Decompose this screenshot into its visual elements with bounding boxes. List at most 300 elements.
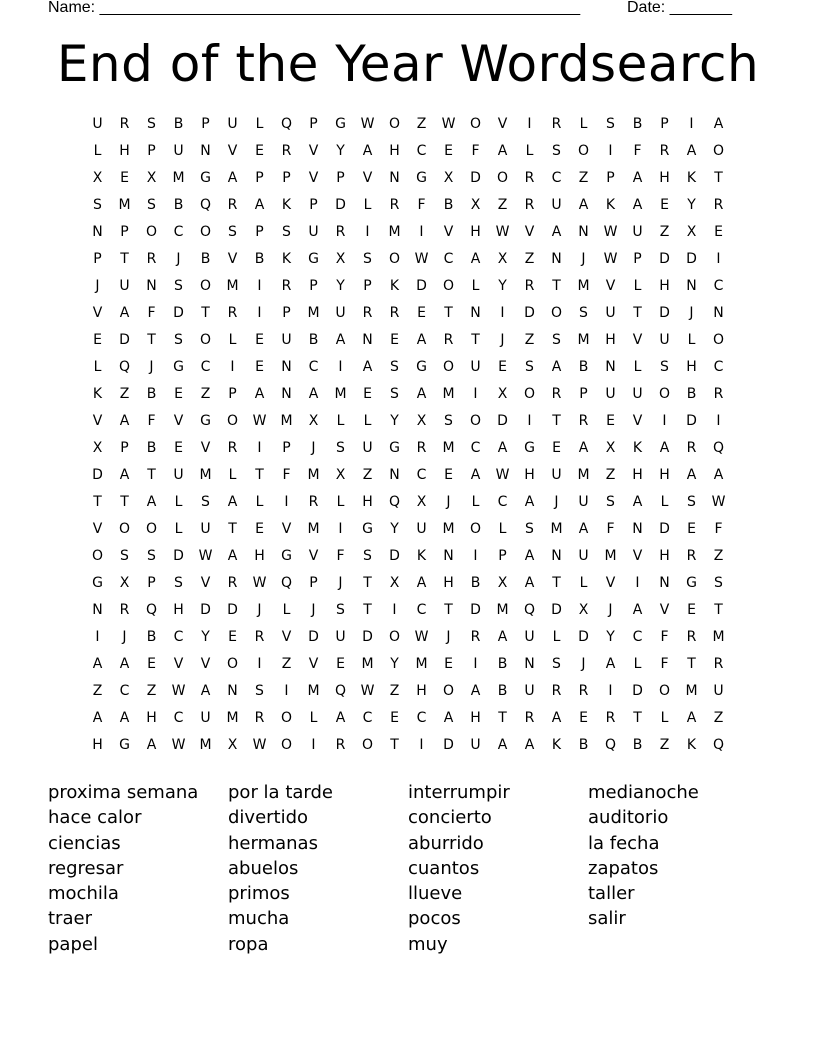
grid-cell: P	[309, 116, 318, 132]
grid-row	[84, 435, 732, 462]
grid-cell: A	[227, 170, 238, 186]
grid-cell: Q	[712, 737, 725, 753]
grid-cell: T	[147, 467, 156, 483]
grid-cell: J	[608, 602, 613, 618]
grid-cell: S	[147, 548, 156, 564]
grid-cell: E	[687, 602, 696, 618]
grid-cell: I	[95, 629, 100, 645]
grid-cell: A	[362, 143, 373, 159]
grid-cell: E	[147, 656, 156, 672]
grid-row	[84, 597, 732, 624]
grid-cell: S	[525, 521, 534, 537]
grid-cell: T	[444, 305, 453, 321]
grid-cell: V	[92, 413, 103, 429]
grid-cell: J	[176, 251, 181, 267]
grid-cell: A	[227, 494, 238, 510]
grid-cell: T	[120, 494, 129, 510]
grid-cell: K	[605, 197, 616, 213]
grid-cell: W	[414, 629, 429, 645]
grid-cell: A	[335, 332, 346, 348]
grid-cell: R	[524, 170, 535, 186]
grid-cell: J	[311, 440, 316, 456]
grid-cell: E	[390, 332, 399, 348]
grid-cell: N	[362, 332, 373, 348]
grid-cell: S	[93, 197, 102, 213]
grid-cell: U	[173, 143, 184, 159]
grid-cell: P	[147, 575, 156, 591]
grid-cell: R	[254, 710, 265, 726]
grid-cell: E	[363, 386, 372, 402]
grid-cell: A	[146, 737, 157, 753]
grid-cell: M	[496, 602, 509, 618]
grid-cell: F	[633, 143, 642, 159]
grid-row	[84, 381, 732, 408]
grid-cell: I	[500, 305, 505, 321]
grid-cell: P	[255, 224, 264, 240]
grid-cell: L	[309, 710, 318, 726]
grid-cell: N	[578, 224, 589, 240]
grid-cell: R	[227, 305, 238, 321]
grid-cell: O	[550, 305, 563, 321]
grid-cell: N	[200, 143, 211, 159]
grid-cell: C	[416, 467, 427, 483]
word-column	[588, 780, 768, 957]
grid-cell: J	[554, 494, 559, 510]
grid-cell: S	[228, 224, 237, 240]
grid-cell: D	[308, 629, 319, 645]
grid-cell: Y	[336, 143, 345, 159]
grid-cell: S	[174, 332, 183, 348]
grid-cell: X	[389, 575, 400, 591]
word-item: mochila	[48, 883, 119, 905]
grid-cell: N	[659, 575, 670, 591]
grid-cell: Q	[199, 197, 212, 213]
grid-cell: D	[470, 602, 481, 618]
grid-cell: D	[443, 737, 454, 753]
grid-cell: Q	[145, 602, 158, 618]
grid-cell: L	[336, 494, 345, 510]
grid-cell: O	[226, 656, 239, 672]
grid-cell: B	[578, 737, 589, 753]
grid-cell: I	[716, 251, 721, 267]
grid-cell: A	[524, 494, 535, 510]
grid-cell: M	[577, 278, 590, 294]
grid-row	[84, 354, 732, 381]
grid-cell: R	[227, 575, 238, 591]
grid-cell: N	[713, 305, 724, 321]
grid-cell: V	[308, 548, 319, 564]
grid-cell: U	[200, 710, 211, 726]
grid-cell: U	[92, 116, 103, 132]
grid-cell: Q	[604, 737, 617, 753]
grid-cell: J	[446, 629, 451, 645]
grid-cell: R	[254, 629, 265, 645]
grid-cell: S	[390, 386, 399, 402]
grid-cell: G	[416, 359, 427, 375]
grid-cell: O	[145, 521, 158, 537]
grid-cell: U	[173, 467, 184, 483]
grid-cell: D	[686, 251, 697, 267]
grid-cell: K	[632, 440, 643, 456]
grid-cell: R	[227, 197, 238, 213]
grid-cell: M	[388, 224, 401, 240]
word-item: muy	[408, 933, 448, 955]
grid-row	[84, 489, 732, 516]
grid-cell: N	[686, 278, 697, 294]
grid-cell: W	[441, 116, 456, 132]
grid-cell: A	[524, 548, 535, 564]
grid-cell: M	[712, 629, 725, 645]
grid-cell: U	[416, 521, 427, 537]
grid-cell: Y	[390, 521, 399, 537]
grid-cell: T	[363, 602, 372, 618]
grid-cell: H	[254, 548, 265, 564]
grid-cell: P	[660, 116, 669, 132]
grid-cell: V	[173, 413, 184, 429]
grid-cell: N	[443, 548, 454, 564]
grid-cell: T	[93, 494, 102, 510]
grid-cell: V	[632, 413, 643, 429]
word-item: hermanas	[228, 832, 318, 854]
grid-cell: Y	[498, 278, 507, 294]
grid-cell: F	[660, 656, 669, 672]
grid-cell: U	[119, 278, 130, 294]
grid-cell: I	[284, 683, 289, 699]
grid-cell: S	[579, 305, 588, 321]
grid-cell: I	[473, 656, 478, 672]
grid-cell: I	[473, 548, 478, 564]
grid-cell: S	[525, 359, 534, 375]
grid-cell: F	[147, 413, 156, 429]
grid-cell: A	[470, 683, 481, 699]
word-item: taller	[588, 883, 635, 905]
grid-cell: S	[174, 575, 183, 591]
grid-cell: M	[442, 440, 455, 456]
grid-cell: D	[173, 305, 184, 321]
grid-cell: E	[336, 656, 345, 672]
grid-row	[84, 624, 732, 651]
grid-cell: A	[632, 197, 643, 213]
grid-cell: U	[281, 332, 292, 348]
grid-cell: A	[524, 575, 535, 591]
grid-cell: O	[388, 251, 401, 267]
grid-cell: V	[281, 629, 292, 645]
grid-cell: T	[228, 521, 237, 537]
grid-cell: B	[497, 656, 508, 672]
grid-cell: U	[605, 386, 616, 402]
grid-cell: L	[552, 629, 561, 645]
grid-cell: T	[363, 575, 372, 591]
grid-cell: C	[173, 629, 184, 645]
grid-cell: C	[443, 251, 454, 267]
grid-cell: O	[712, 332, 725, 348]
grid-cell: C	[713, 359, 724, 375]
grid-cell: V	[281, 521, 292, 537]
grid-cell: U	[551, 197, 562, 213]
grid-cell: A	[497, 737, 508, 753]
grid-cell: O	[145, 224, 158, 240]
grid-cell: S	[336, 602, 345, 618]
grid-cell: A	[524, 737, 535, 753]
grid-cell: T	[687, 656, 696, 672]
grid-cell: A	[254, 386, 265, 402]
word-item: auditorio	[588, 807, 669, 829]
grid-cell: R	[713, 197, 724, 213]
grid-cell: O	[199, 332, 212, 348]
grid-cell: H	[92, 737, 103, 753]
grid-cell: M	[118, 197, 131, 213]
grid-cell: M	[307, 467, 320, 483]
grid-cell: U	[470, 737, 481, 753]
grid-cell: E	[174, 386, 183, 402]
grid-cell: C	[173, 710, 184, 726]
grid-cell: Z	[92, 683, 103, 699]
grid-cell: M	[334, 386, 347, 402]
grid-cell: V	[659, 602, 670, 618]
grid-cell: X	[578, 602, 589, 618]
grid-cell: P	[633, 251, 642, 267]
grid-cell: R	[551, 386, 562, 402]
grid-cell: G	[335, 116, 346, 132]
grid-cell: N	[92, 224, 103, 240]
grid-cell: D	[173, 548, 184, 564]
grid-cell: G	[524, 440, 535, 456]
word-item: interrumpir	[408, 782, 510, 803]
grid-cell: U	[335, 629, 346, 645]
grid-cell: T	[255, 467, 264, 483]
grid-cell: R	[578, 683, 589, 699]
grid-cell: E	[174, 440, 183, 456]
grid-cell: K	[92, 386, 103, 402]
grid-cell: E	[444, 467, 453, 483]
word-item: primos	[228, 883, 290, 905]
grid-cell: R	[281, 278, 292, 294]
grid-cell: V	[227, 143, 238, 159]
grid-cell: Z	[119, 386, 130, 402]
grid-cell: O	[523, 386, 536, 402]
grid-cell: R	[659, 143, 670, 159]
grid-cell: E	[417, 305, 426, 321]
grid-cell: M	[172, 170, 185, 186]
grid-cell: P	[120, 224, 129, 240]
grid-cell: V	[227, 251, 238, 267]
grid-cell: H	[173, 602, 184, 618]
grid-cell: B	[254, 251, 265, 267]
grid-cell: B	[686, 386, 697, 402]
grid-cell: P	[579, 386, 588, 402]
grid-cell: N	[605, 359, 616, 375]
grid-cell: Y	[201, 629, 210, 645]
grid-cell: Q	[334, 683, 347, 699]
grid-cell: Z	[659, 224, 670, 240]
grid-cell: J	[581, 251, 586, 267]
grid-cell: A	[92, 656, 103, 672]
grid-cell: Y	[336, 278, 345, 294]
grid-cell: V	[497, 116, 508, 132]
grid-row	[84, 327, 732, 354]
grid-cell: A	[632, 494, 643, 510]
grid-cell: H	[632, 467, 643, 483]
grid-cell: U	[632, 224, 643, 240]
grid-cell: L	[282, 602, 291, 618]
grid-row	[84, 570, 732, 597]
grid-row	[84, 138, 732, 165]
grid-cell: T	[552, 413, 561, 429]
grid-cell: U	[308, 224, 319, 240]
grid-cell: T	[390, 737, 399, 753]
grid-cell: C	[416, 602, 427, 618]
grid-cell: Z	[524, 332, 535, 348]
grid-cell: G	[200, 413, 211, 429]
grid-cell: S	[444, 413, 453, 429]
grid-cell: U	[551, 467, 562, 483]
grid-cell: F	[147, 305, 156, 321]
grid-cell: H	[416, 683, 427, 699]
grid-cell: U	[659, 332, 670, 348]
grid-cell: A	[119, 305, 130, 321]
grid-cell: I	[338, 521, 343, 537]
grid-cell: Q	[388, 494, 401, 510]
grid-cell: I	[257, 278, 262, 294]
grid-cell: T	[201, 305, 210, 321]
grid-cell: I	[419, 224, 424, 240]
grid-cell: A	[632, 170, 643, 186]
grid-cell: O	[442, 278, 455, 294]
word-item: hace calor	[48, 807, 142, 829]
grid-cell: I	[257, 440, 262, 456]
grid-row	[84, 705, 732, 732]
word-item: proxima semana	[48, 782, 199, 803]
grid-cell: B	[443, 197, 454, 213]
grid-cell: D	[416, 278, 427, 294]
grid-cell: X	[308, 413, 319, 429]
grid-cell: S	[174, 278, 183, 294]
grid-cell: C	[416, 143, 427, 159]
grid-cell: L	[174, 494, 183, 510]
grid-cell: M	[685, 683, 698, 699]
grid-cell: U	[335, 305, 346, 321]
grid-cell: S	[660, 359, 669, 375]
grid-cell: L	[633, 278, 642, 294]
grid-cell: R	[551, 116, 562, 132]
grid-cell: A	[470, 467, 481, 483]
grid-cell: H	[146, 710, 157, 726]
grid-cell: G	[92, 575, 103, 591]
grid-cell: B	[578, 359, 589, 375]
grid-cell: B	[146, 440, 157, 456]
grid-cell: L	[687, 332, 696, 348]
grid-cell: S	[120, 548, 129, 564]
grid-cell: H	[686, 359, 697, 375]
grid-cell: B	[146, 386, 157, 402]
grid-cell: L	[228, 467, 237, 483]
grid-cell: F	[660, 629, 669, 645]
grid-cell: F	[606, 521, 615, 537]
grid-cell: U	[605, 305, 616, 321]
grid-cell: V	[200, 656, 211, 672]
grid-cell: S	[147, 197, 156, 213]
grid-cell: G	[200, 170, 211, 186]
grid-cell: A	[119, 413, 130, 429]
grid-cell: P	[498, 548, 507, 564]
grid-cell: A	[308, 386, 319, 402]
grid-cell: A	[578, 521, 589, 537]
grid-cell: K	[416, 548, 427, 564]
grid-cell: Z	[416, 116, 427, 132]
grid-cell: W	[603, 251, 618, 267]
grid-cell: X	[497, 251, 508, 267]
grid-cell: V	[92, 521, 103, 537]
grid-cell: R	[362, 305, 373, 321]
grid-cell: E	[120, 170, 129, 186]
grid-cell: O	[577, 143, 590, 159]
grid-cell: D	[119, 332, 130, 348]
grid-cell: V	[200, 440, 211, 456]
grid-cell: Z	[497, 197, 508, 213]
grid-cell: M	[577, 467, 590, 483]
word-item: la fecha	[588, 832, 660, 854]
grid-cell: W	[360, 116, 375, 132]
grid-cell: H	[659, 548, 670, 564]
grid-cell: U	[200, 521, 211, 537]
grid-cell: M	[550, 521, 563, 537]
grid-cell: N	[389, 467, 400, 483]
grid-cell: E	[255, 359, 264, 375]
word-item: traer	[48, 908, 92, 930]
grid-cell: N	[227, 683, 238, 699]
grid-cell: L	[93, 359, 102, 375]
grid-cell: X	[497, 386, 508, 402]
grid-cell: H	[659, 467, 670, 483]
grid-cell: L	[660, 710, 669, 726]
grid-cell: U	[362, 440, 373, 456]
grid-cell: G	[389, 440, 400, 456]
grid-cell: X	[497, 575, 508, 591]
grid-cell: A	[551, 710, 562, 726]
grid-cell: J	[149, 359, 154, 375]
grid-cell: T	[714, 170, 723, 186]
grid-cell: K	[551, 737, 562, 753]
grid-cell: U	[578, 548, 589, 564]
grid-cell: Z	[362, 467, 373, 483]
grid-cell: K	[686, 737, 697, 753]
grid-row	[84, 111, 732, 138]
grid-cell: J	[581, 656, 586, 672]
grid-cell: O	[712, 143, 725, 159]
grid-row	[84, 192, 732, 219]
grid-cell: H	[362, 494, 373, 510]
grid-cell: C	[470, 440, 481, 456]
grid-cell: Q	[118, 359, 131, 375]
grid-cell: V	[632, 332, 643, 348]
grid-cell: X	[335, 251, 346, 267]
grid-cell: L	[579, 116, 588, 132]
grid-cell: P	[363, 278, 372, 294]
grid-cell: O	[442, 683, 455, 699]
word-item: pocos	[408, 908, 461, 930]
grid-cell: X	[227, 737, 238, 753]
grid-cell: H	[443, 575, 454, 591]
grid-cell: A	[605, 656, 616, 672]
grid-cell: W	[603, 224, 618, 240]
grid-cell: H	[659, 278, 670, 294]
grid-cell: A	[416, 332, 427, 348]
grid-cell: V	[92, 305, 103, 321]
word-item: salir	[588, 908, 626, 930]
grid-cell: S	[363, 548, 372, 564]
grid-cell: M	[442, 521, 455, 537]
grid-cell: L	[471, 494, 480, 510]
